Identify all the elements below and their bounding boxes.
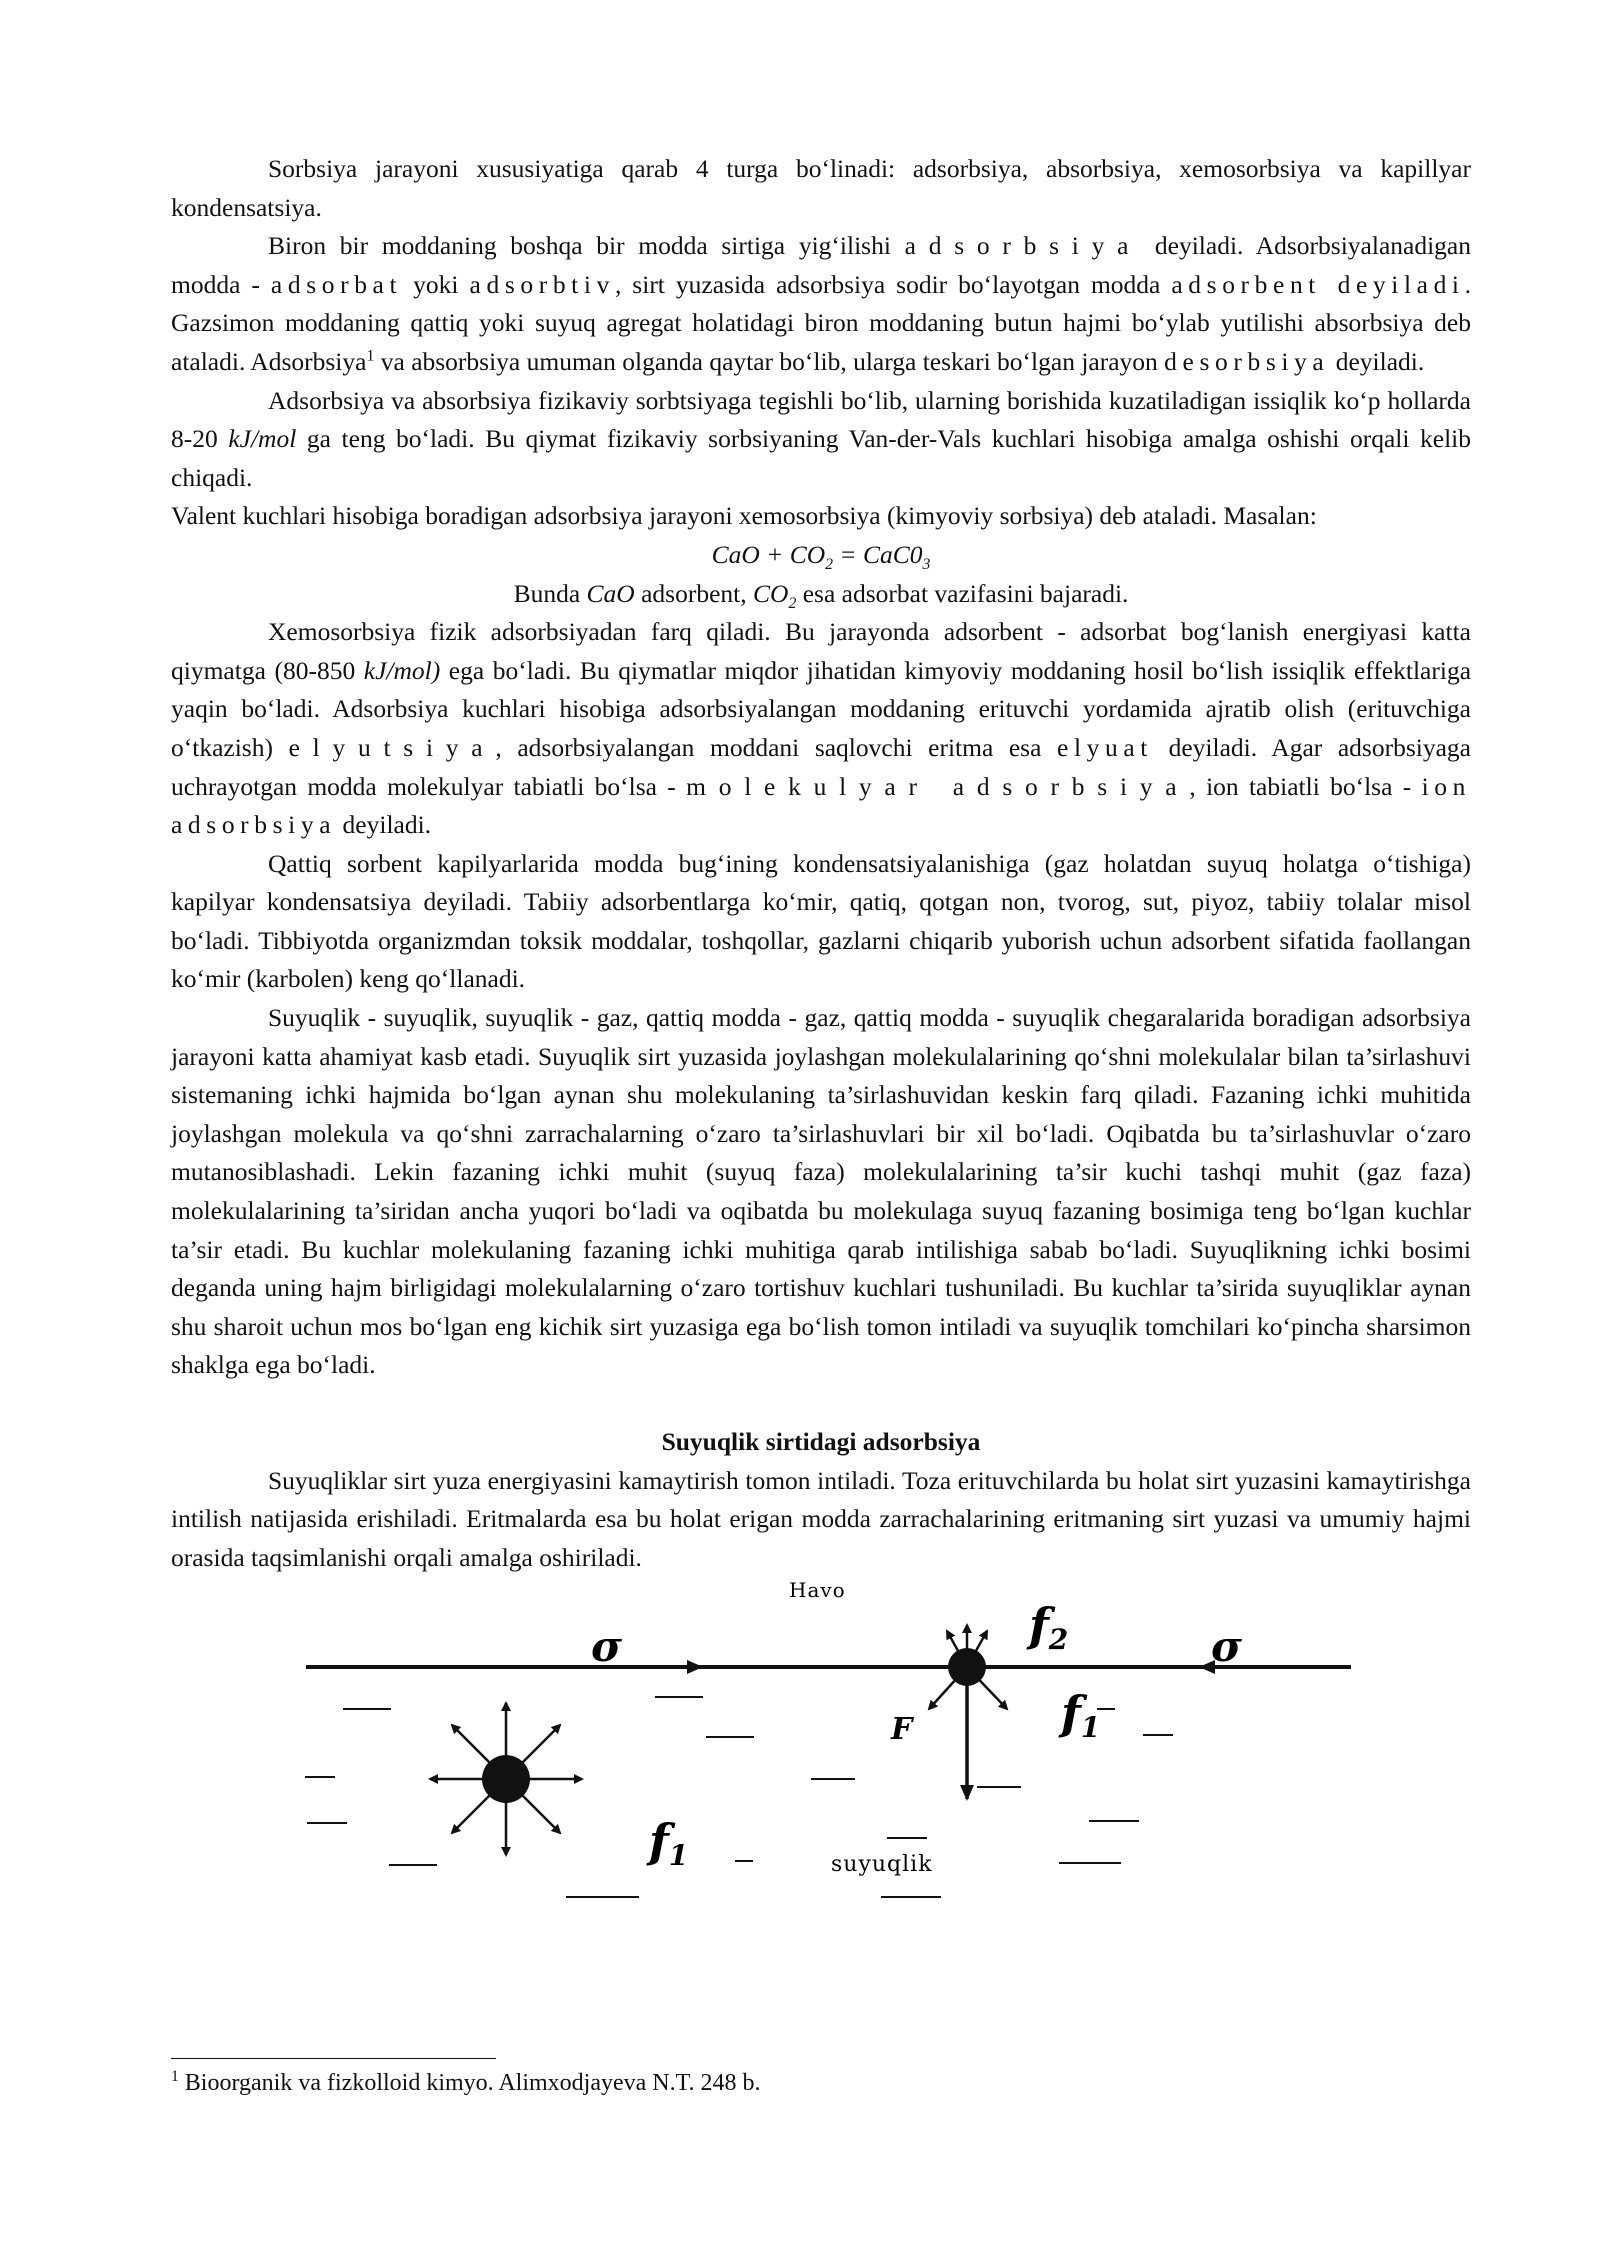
term-adsorbat: adsorbat xyxy=(270,269,403,299)
f1-left-label: f1 xyxy=(649,1814,689,1873)
term-adsorbent: adsorbent deyiladi xyxy=(1171,269,1465,299)
term-adsorbsiya: adsorbsiya xyxy=(904,231,1142,261)
term-adsorbtiv: adsorbtiv xyxy=(469,269,615,299)
f1-right-label: f1 xyxy=(1061,1686,1101,1745)
paragraph-equation-note: Bunda CaO adsorbent, $CO_2$ esa adsorbat vazifasini bajaradi. xyxy=(513,578,1129,612)
paragraph-chemisorption: Valent kuchlari hisobiga boradigan adsorbsiya jarayoni xemosorbsiya (kimyoviy sorbsiya) deb ataladi. Masalan: xyxy=(171,501,1317,531)
paragraph-adsorption-definition: Biron bir moddaning boshqa bir modda sirtiga yig‘ilishi adsorbsiya deyiladi. Adsorbsiyalanadigan modda - adsorbat yoki adsorbtiv, sirt yuzasida adsorbsiya sodir bo‘layotgan modda adsorbent deyiladi. Gazsimon moddaning qattiq yoki suyuq agregat holatidagi biron moddaning butun hajmi bo‘ylab yutilishi absorbsiya deb ataladi. Adsorbsiya$^1$ va absorbsiya umuman olganda qaytar bo‘lib, ularga teskari bo‘lgan jarayon desorbsiya deyiladi. xyxy=(171,231,1472,376)
paragraph-liquid-surface: Suyuqliklar sirt yuza energiyasini kamaytirish tomon intiladi. Toza erituvchilarda bu holat sirt yuzasini kamaytirishga intilish natijasida erishiladi. Eritmalarda esa bu holat erigan modda zarrachalarining eritmaning sirt yuzasi va umumiy hajmi orasida taqsimlanishi orqali amalga oshiriladi. xyxy=(171,1465,1471,1572)
paragraph-physical-sorption: Adsorbsiya va absorbsiya fizikaviy sorbtsiyaga tegishli bo‘lib, ularning borishida kuzatiladigan issiqlik ko‘p hollarda 8-20 kJ/mol ga teng bo‘ladi. Bu qiymat fizikaviy sorbsiyaning Van-der-Vals kuchlari hisobiga amalga oshishi orqali kelib chiqadi. xyxy=(171,385,1471,492)
liquid-dashes xyxy=(305,1697,1173,1897)
section-heading: Suyuqlik sirtidagi adsorbsiya xyxy=(661,1427,981,1456)
footnote: $^1$ Bioorganik va fizkolloid kimyo. Alimxodjayeva N.T. 248 b. xyxy=(171,2068,761,2096)
sigma-right-label: σ xyxy=(1211,1622,1242,1672)
surface-tension-diagram xyxy=(171,1579,1471,1909)
diagram-svg xyxy=(171,1579,1471,1909)
paragraph-interfaces: Suyuqlik - suyuqlik, suyuqlik - gaz, qattiq modda - gaz, qattiq modda - suyuqlik chegaralarida boradigan adsorbsiya jarayoni katta ahamiyat kasb etadi. Suyuqlik sirt yuzasida joylashgan molekulalarining qo‘shni molekulalar bilan ta’sirlashuvi sistemaning ichki hajmida bo‘lgan aynan shu molekulaning ta’sirlashuvidan keskin farq qiladi. Fazaning ichki muhitida joylashgan molekula va qo‘shni zarrachalarning o‘zaro ta’sirlashuvlari bir xil bo‘ladi. Oqibatda bu ta’sirlashuvlar o‘zaro mutanosiblashadi. Lekin fazaning ichki muhit (suyuq faza) molekulalarining ta’sir kuchi tashqi muhit (gaz faza) molekulalarining ta’siridan ancha yuqori bo‘ladi va oqibatda bu molekulaga suyuq fazaning bosimiga teng bo‘lgan kuchlar ta’sir etadi. Bu kuchlar molekulaning fazaning ichki muhitiga qarab intilishiga sabab bo‘ladi. Suyuqlikning ichki bosimi deganda uning hajm birligidagi molekulalarning o‘zaro tortishuv kuchlari tushuniladi. Bu kuchlar ta’sirida suyuqliklar aynan shu sharoit uchun mos bo‘lgan eng kichik sirt yuzasiga ega bo‘lish tomon intiladi va suyuqlik tomchilari ko‘pincha sharsimon shaklga ega bo‘ladi. xyxy=(171,1003,1471,1380)
equation: CaO + $CO_2 = CaC0_3$ xyxy=(711,539,931,574)
liquid-label: suyuqlik xyxy=(831,1852,933,1878)
document-body xyxy=(171,150,1471,1909)
F-label: F xyxy=(891,1712,913,1748)
paragraph-chemisorption-difference: Xemosorbsiya fizik adsorbsiyadan farq qiladi. Bu jarayonda adsorbent - adsorbat bog‘lanish energiyasi katta qiymatga (80-850 kJ/mol) ega bo‘ladi. Bu qiymatlar miqdor jihatidan kimyoviy moddaning hosil bo‘lish issiqlik effektlariga yaqin bo‘ladi. Adsorbsiya kuchlari hisobiga adsorbsiyalangan moddaning erituvchi yordamida ajratib olish (erituvchiga o‘tkazish) elyutsiya, adsorbsiyalangan moddani saqlovchi eritma esa elyuat deyiladi. Agar adsorbsiyaga uchrayotgan modda molekulyar tabiatli bo‘lsa - molekulyar adsorbsiya, ion tabiatli bo‘lsa - ion adsorbsiya deyiladi. xyxy=(171,617,1472,840)
paragraph-sorption-types: Sorbsiya jarayoni xususiyatiga qarab 4 turga bo‘linadi: adsorbsiya, absorbsiya, xemosorbsiya va kapillyar kondensatsiya. xyxy=(171,154,1471,222)
footnote-ref[interactable]: 1 xyxy=(366,347,375,365)
f2-label: f2 xyxy=(1029,1598,1069,1657)
term-molekulyar-adsorbsiya: molekulyar adsorbsiya xyxy=(686,771,1190,801)
footnote-separator xyxy=(171,2058,496,2059)
air-label: Havo xyxy=(789,1579,846,1603)
unit-kj-mol: kJ/mol xyxy=(228,424,297,454)
term-elyuat: elyuat xyxy=(1057,732,1153,762)
sigma-left-label: σ xyxy=(591,1622,622,1672)
term-ion-adsorbsiya: ion adsorbsiya xyxy=(171,771,1471,840)
term-desorbsiya: desorbsiya xyxy=(1164,346,1330,376)
paragraph-capillary-condensation: Qattiq sorbent kapilyarlarida modda bug‘ining kondensatsiyalanishiga (gaz holatdan suyuq holatga o‘tishiga) kapilyar kondensatsiya deyiladi. Tabiiy adsorbentlarga ko‘mir, qatiq, qotgan non, tvorog, sut, piyoz, tabiiy tolalar misol bo‘ladi. Tibbiyotda organizmdan toksik moddalar, toshqollar, gazlarni chiqarib yuborish uchun adsorbent sifatida faollangan ko‘mir (karbolen) keng qo‘llanadi. xyxy=(171,848,1471,994)
term-elyutsiya: elyutsiya xyxy=(288,732,496,762)
